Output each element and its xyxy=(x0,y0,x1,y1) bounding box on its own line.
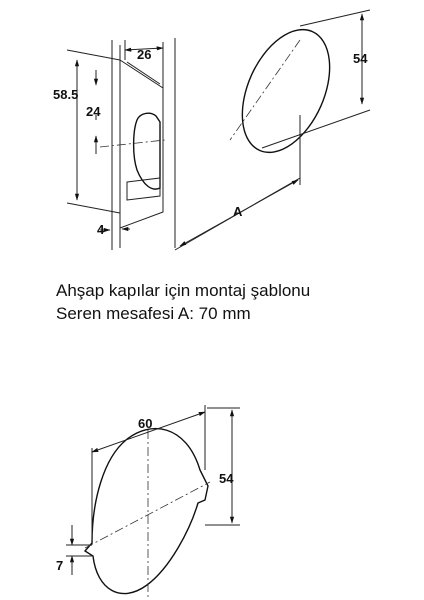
dim-label-26: 26 xyxy=(137,47,152,62)
dim-label-54-bottom: 54 xyxy=(219,471,234,486)
door-section-drawing xyxy=(67,38,175,250)
dim-label-4: 4 xyxy=(97,222,105,237)
handle-face-drawing xyxy=(175,10,370,250)
caption-line-2: Seren mesafesi A: 70 mm xyxy=(56,304,251,323)
caption-line-1: Ahşap kapılar için montaj şablonu xyxy=(56,281,311,300)
dim-label-24: 24 xyxy=(86,104,101,119)
mounting-template-drawing xyxy=(66,405,240,598)
recess-shape xyxy=(134,113,160,189)
dim-label-58-5: 58.5 xyxy=(53,87,79,102)
dim-label-7: 7 xyxy=(56,558,64,573)
dim-label-60: 60 xyxy=(138,416,153,431)
dim-label-54-top: 54 xyxy=(353,51,368,66)
template-outline xyxy=(85,429,208,594)
handle-oval xyxy=(225,16,347,166)
dim-label-a: A xyxy=(233,204,243,219)
